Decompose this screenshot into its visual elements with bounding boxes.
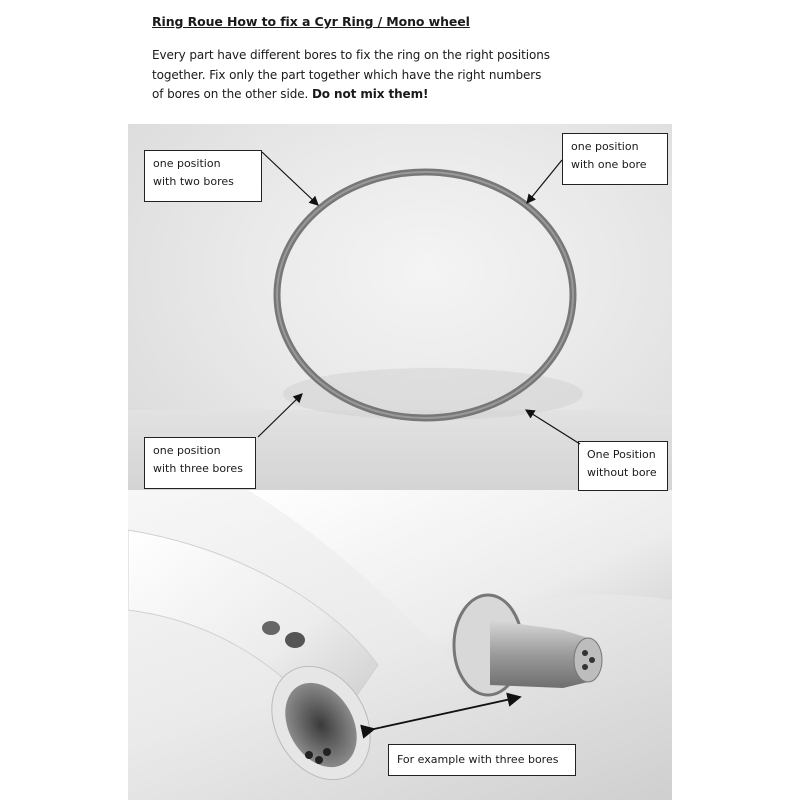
callout-three-bores-line2: with three bores	[153, 462, 243, 475]
document-title: Ring Roue How to fix a Cyr Ring / Mono wheel	[152, 14, 470, 29]
callout-no-bore-line1: One Position	[587, 448, 656, 461]
callout-example-text: For example with three bores	[397, 753, 559, 766]
callout-one-bore-line1: one position	[571, 140, 639, 153]
arrow-one-bore	[527, 160, 562, 203]
callout-one-bore-line2: with one bore	[571, 158, 647, 171]
arrow-three-bores	[258, 394, 302, 437]
callout-no-bore-line2: without bore	[587, 466, 657, 479]
callout-three-bores-line1: one position	[153, 444, 221, 457]
arrow-example	[374, 697, 520, 729]
intro-warning: Do not mix them!	[311, 87, 429, 101]
intro-text: Every part have different bores to fix the ring on the right positions together. Fix only the part together which have the right numbers of bores on the other side.	[152, 48, 550, 101]
callout-two-bores-line2: with two bores	[153, 175, 234, 188]
arrow-two-bores	[262, 152, 318, 205]
callout-two-bores-line1: one position	[153, 157, 221, 170]
arrow-no-bore	[526, 410, 580, 444]
